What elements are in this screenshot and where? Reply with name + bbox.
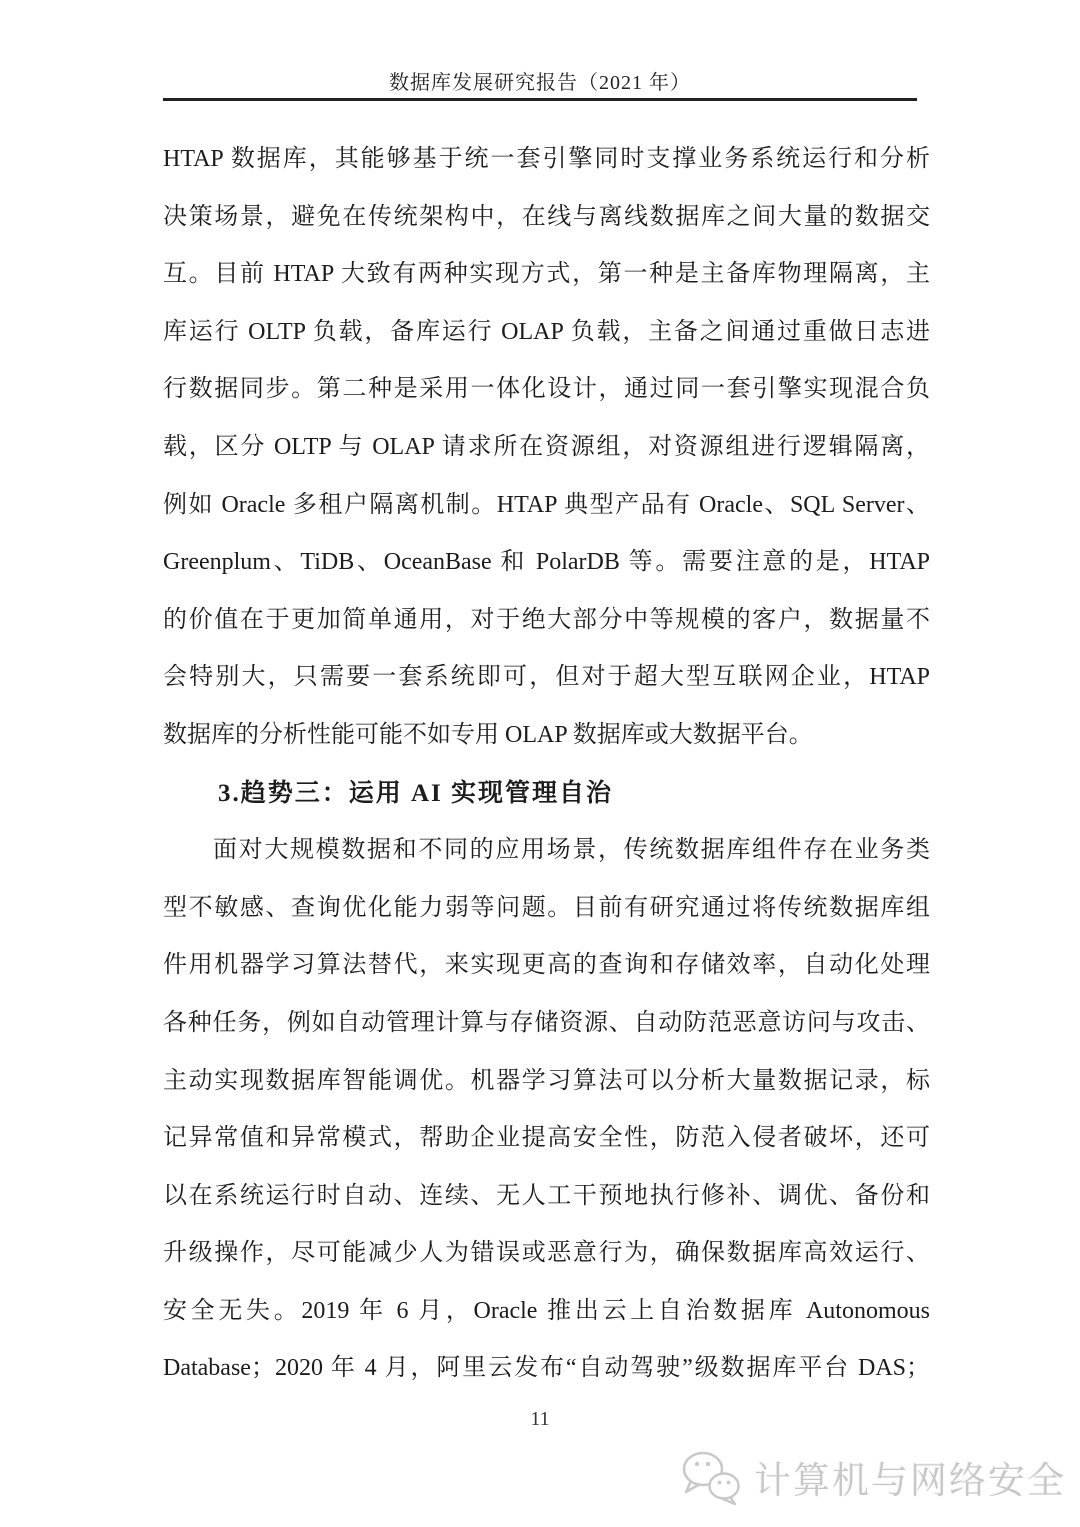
wechat-icon [678,1448,744,1506]
text-line: 升级操作，尽可能减少人为错误或恶意行为，确保数据库高效运行、 [163,1240,930,1267]
text-line: 会特别大，只需要一套系统即可，但对于超大型互联网企业，HTAP [163,664,930,691]
page-number: 11 [530,1408,550,1430]
text-line: 互。目前 HTAP 大致有两种实现方式，第一种是主备库物理隔离，主 [163,261,930,288]
text-line: Database；2020 年 4 月，阿里云发布“自动驾驶”级数据库平台 DAS； [163,1355,930,1382]
watermark [678,1448,1066,1506]
header-divider-rule [163,98,917,101]
watermark-label: 计算机与网络安全 [754,1460,1066,1501]
text-line: 数据库的分析性能可能不如专用 OLAP 数据库或大数据平台。 [163,721,813,748]
text-line: 型不敏感、查询优化能力弱等问题。目前有研究通过将传统数据库组 [163,894,930,921]
running-header-title: 数据库发展研究报告（2021 年） [389,72,691,94]
section-heading: 3.趋势三：运用 AI 实现管理自治 [218,779,614,807]
body-text-block [163,131,930,1398]
text-line: 各种任务，例如自动管理计算与存储资源、自动防范恶意访问与攻击、 [163,1009,930,1036]
text-line: 件用机器学习算法替代，来实现更高的查询和存储效率，自动化处理 [163,952,930,979]
text-line: 面对大规模数据和不同的应用场景，传统数据库组件存在业务类 [213,837,930,864]
text-line: HTAP 数据库，其能够基于统一套引擎同时支撑业务系统运行和分析 [163,146,930,172]
text-line: 的价值在于更加简单通用，对于绝大部分中等规模的客户，数据量不 [163,606,930,633]
text-line: 主动实现数据库智能调优。机器学习算法可以分析大量数据记录，标 [163,1067,930,1094]
text-line: 行数据同步。第二种是采用一体化设计，通过同一套引擎实现混合负 [163,376,930,403]
text-line: 决策场景，避免在传统架构中，在线与离线数据库之间大量的数据交 [163,203,930,230]
text-line: 以在系统运行时自动、连续、无人工干预地执行修补、调优、备份和 [163,1182,930,1209]
text-line: Greenplum、TiDB、OceanBase 和 PolarDB 等。需要注意的是，HTAP [163,549,930,576]
text-line: 库运行 OLTP 负载，备库运行 OLAP 负载，主备之间通过重做日志进 [163,318,930,345]
text-line: 载，区分 OLTP 与 OLAP 请求所在资源组，对资源组进行逻辑隔离， [163,433,930,460]
text-line: 安全无失。2019 年 6 月，Oracle 推出云上自治数据库 Autonomous [163,1297,930,1324]
text-line: 例如 Oracle 多租户隔离机制。HTAP 典型产品有 Oracle、SQL Server、 [163,491,930,518]
text-line: 记异常值和异常模式，帮助企业提高安全性，防范入侵者破坏，还可 [163,1125,930,1152]
